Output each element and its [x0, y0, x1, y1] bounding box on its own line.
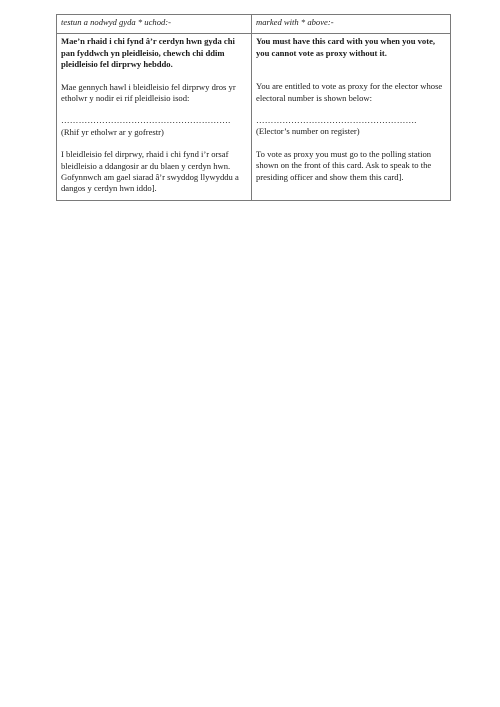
welsh-dotted-line: …………………………………………………. — [61, 115, 231, 126]
proxy-card-table — [56, 14, 451, 201]
welsh-number-label: (Rhif yr etholwr ar y gofrestr) — [61, 126, 164, 137]
english-must-have-notice: You must have this card with you when you vote, you cannot vote as proxy without it. — [256, 36, 436, 58]
english-entitled-text: You are entitled to vote as proxy for the elector whose electoral number is shown below: — [256, 81, 443, 103]
body-row — [57, 34, 451, 200]
english-number-label: (Elector’s number on register) — [256, 126, 360, 137]
welsh-entitled-text: Mae gennych hawl i bleidleisio fel dirprwy dros yr etholwr y nodir ei rif pleidleisio isod: — [61, 81, 236, 104]
header-row — [57, 15, 451, 34]
welsh-body-cell — [57, 34, 252, 200]
english-header-cell — [252, 15, 451, 34]
welsh-instructions: I bleidleisio fel dirprwy, rhaid i chi fynd i’r orsaf bleidleisio a ddangosir ar du blaen y cerdyn hwn. Gofynnwch am gael siarad â’r swyddog llywyddu a dangos y cerdyn hwn iddo]. — [61, 149, 239, 194]
welsh-header: testun a nodwyd gyda * uchod:- — [61, 17, 172, 27]
welsh-must-have-notice: Mae’n rhaid i chi fynd â’r cerdyn hwn gyda chi pan fyddwch yn pleidleisio, chewch chi ddim pleidleisio fel dirprwy hebddo. — [61, 36, 235, 70]
english-dotted-line: ………………………………………………. — [256, 115, 417, 126]
english-header: marked with * above:- — [256, 17, 334, 27]
english-instructions: To vote as proxy you must go to the polling station shown on the front of this card. Ask to speak to the presiding officer and show them this card]. — [256, 148, 432, 182]
welsh-header-cell — [57, 15, 252, 34]
english-body-cell — [252, 34, 451, 200]
